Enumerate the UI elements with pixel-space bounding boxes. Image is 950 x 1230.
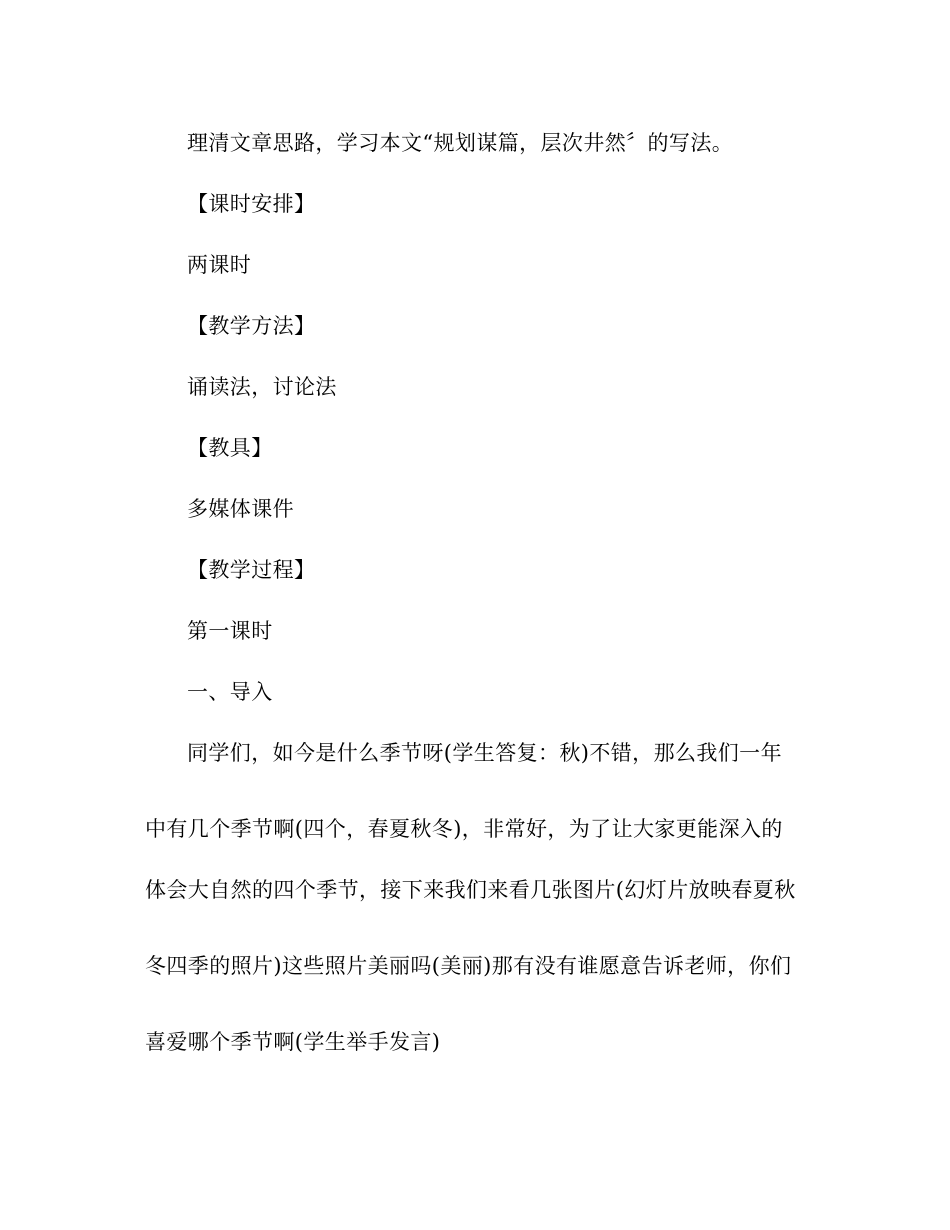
- schedule-text: 两课时: [187, 253, 252, 277]
- step-heading: 一、导入: [187, 680, 273, 704]
- paragraph-line: 体会大自然的四个季节，接下来我们来看几张图片(幻灯片放映春夏秋: [145, 878, 796, 902]
- section-heading-process: 【教学过程】: [187, 558, 316, 582]
- section-heading-tools: 【教具】: [187, 436, 273, 460]
- paragraph-line: 冬四季的照片)这些照片美丽吗(美丽)那有没有谁愿意告诉老师，你们: [145, 954, 792, 978]
- method-text: 诵读法，讨论法: [187, 375, 337, 399]
- paragraph-line: 同学们，如今是什么季节呀(学生答复：秋)不错，那么我们一年: [187, 741, 782, 765]
- paragraph-line: 喜爱哪个季节啊(学生举手发言): [145, 1030, 441, 1054]
- section-heading-schedule: 【课时安排】: [187, 192, 316, 216]
- objective-text: 理清文章思路，学习本文“规划谋篇，层次井然〞的写法。: [187, 131, 734, 155]
- lesson-title: 第一课时: [187, 619, 273, 643]
- tools-text: 多媒体课件: [187, 497, 294, 521]
- section-heading-method: 【教学方法】: [187, 314, 316, 338]
- paragraph-line: 中有几个季节啊(四个，春夏秋冬)，非常好，为了让大家更能深入的: [145, 817, 783, 841]
